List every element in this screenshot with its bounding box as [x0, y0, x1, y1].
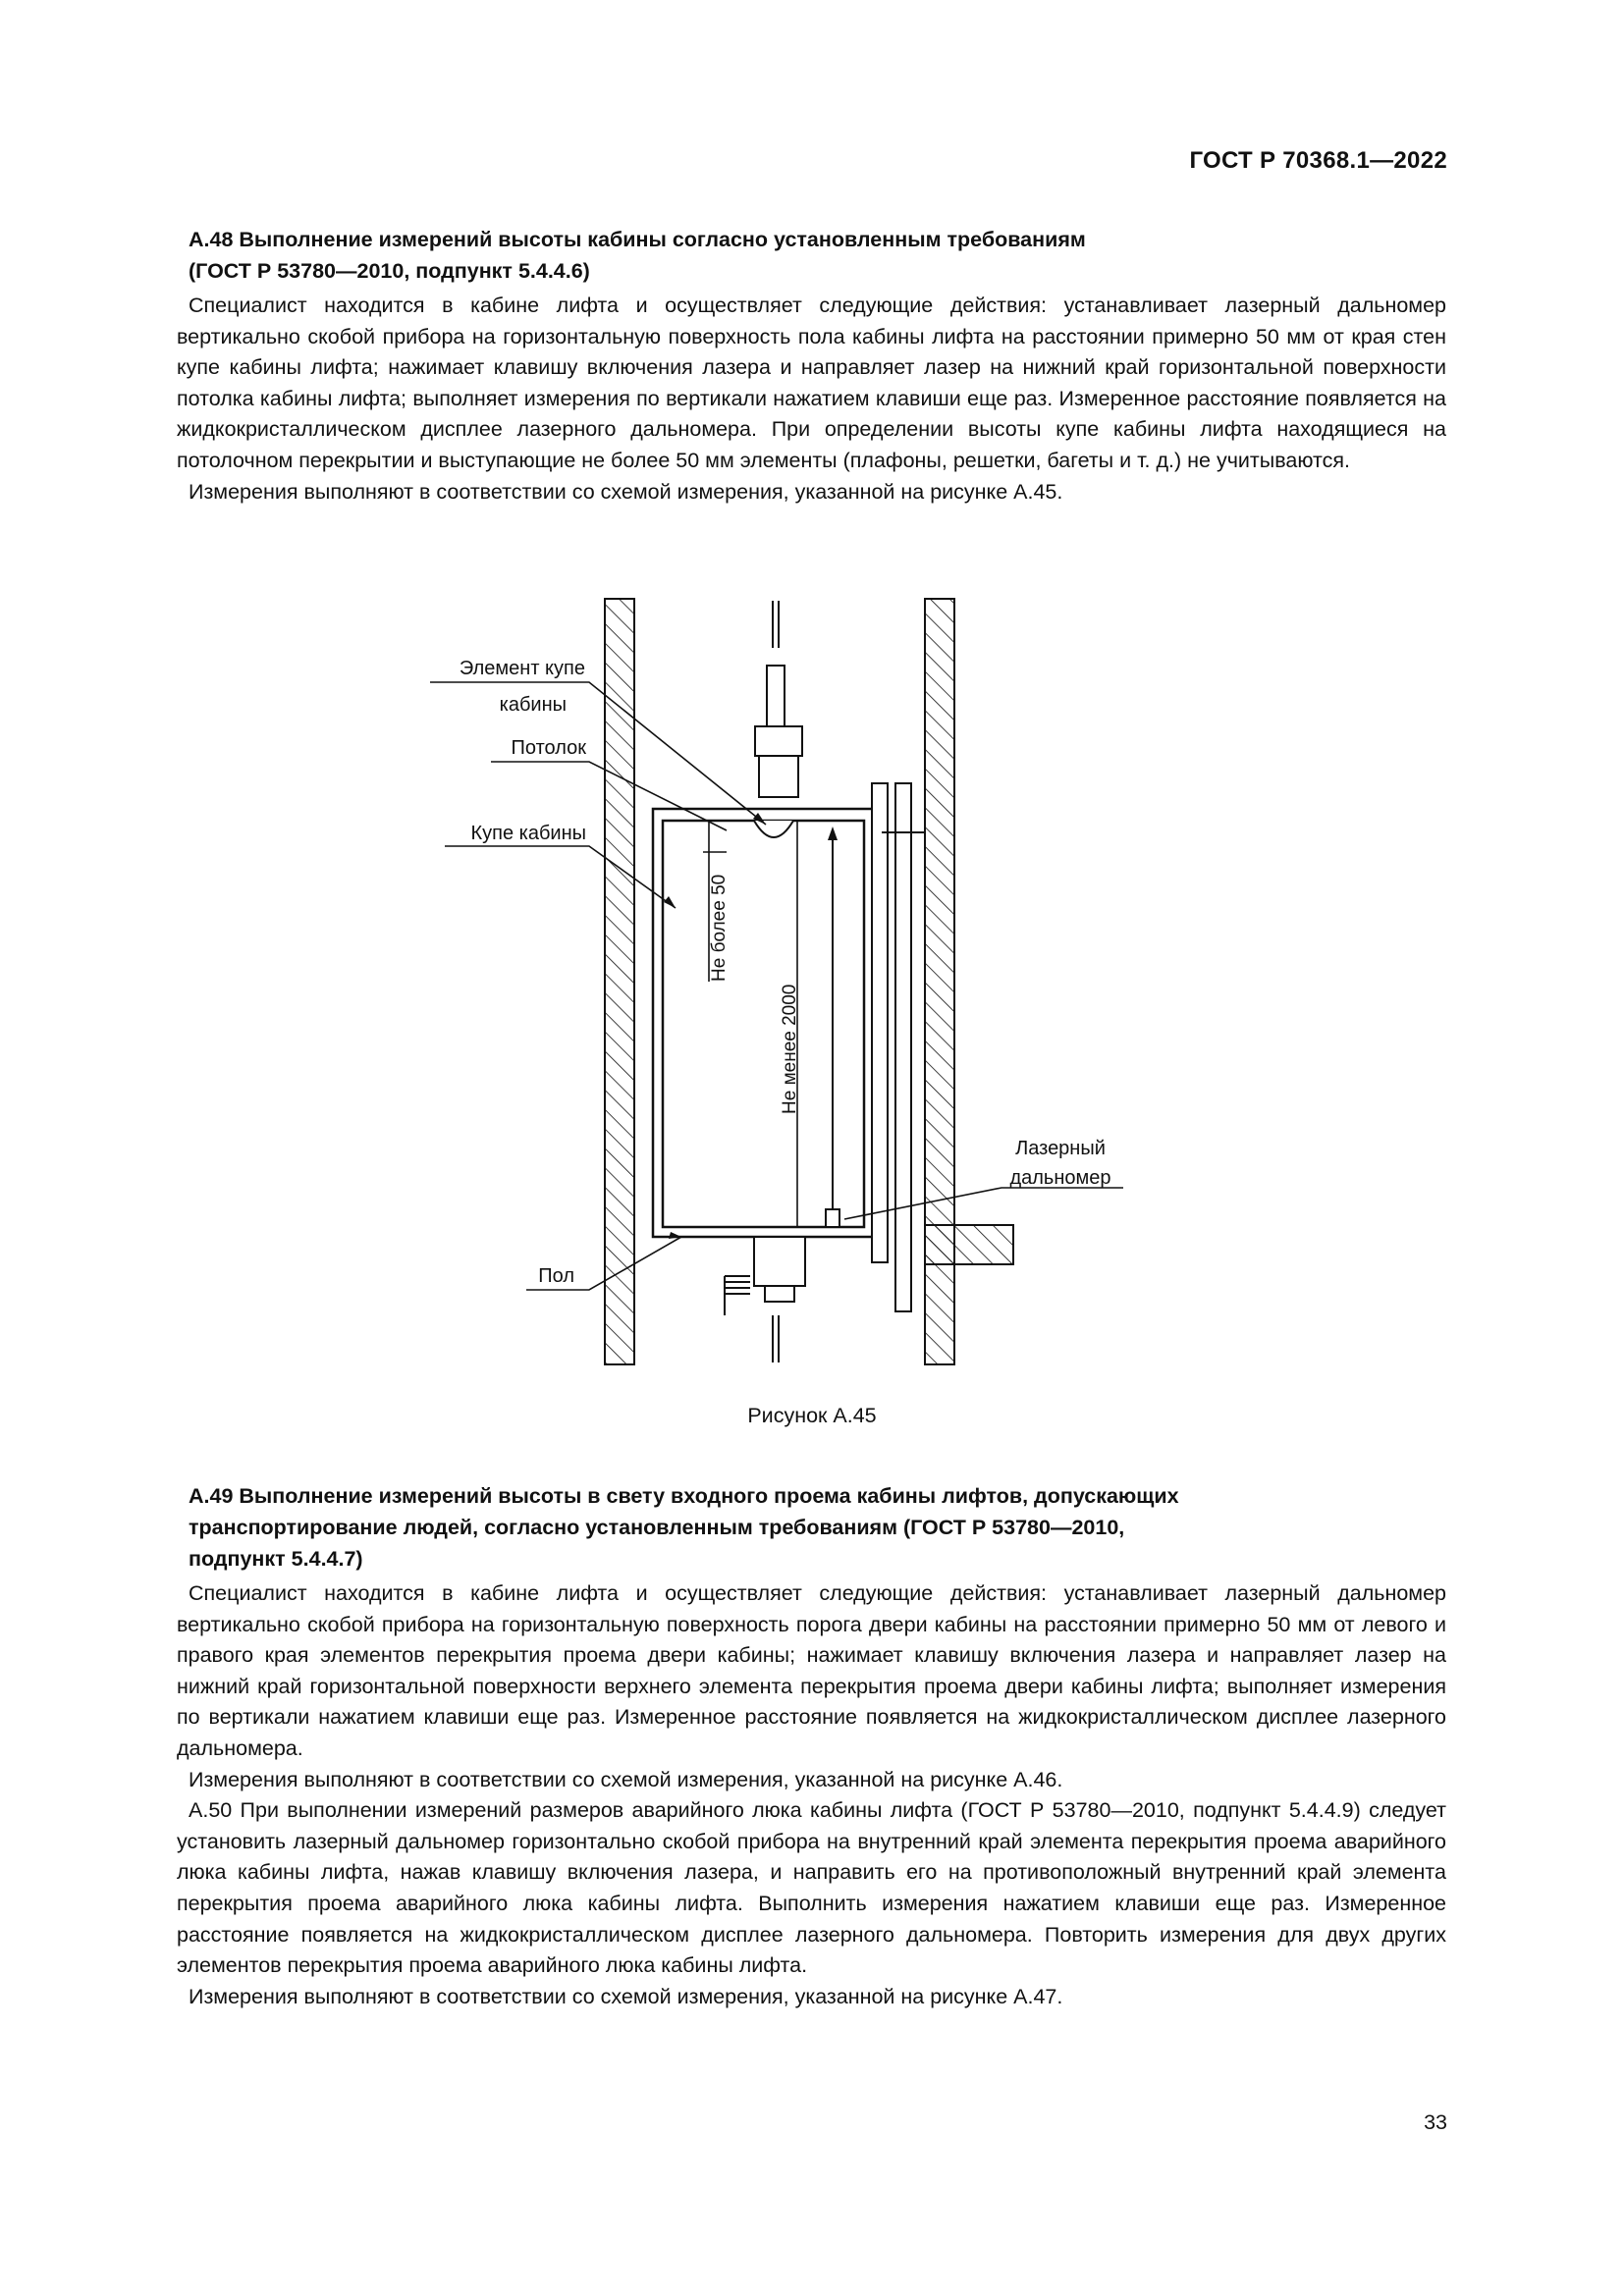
label-car-element: Элемент купе	[459, 658, 585, 679]
car-door	[872, 783, 911, 1311]
landing-floor	[925, 1225, 1013, 1264]
document-standard-header: ГОСТ Р 70368.1—2022	[1189, 147, 1447, 174]
dimension-label-min: Не менее 2000	[780, 984, 800, 1114]
laser-rangefinder	[826, 1209, 839, 1227]
section-a48-paragraph: Измерения выполняют в соответствии со схемой измерения, указанной на рисунке А.45.	[189, 479, 1063, 504]
section-a48-paragraph: Специалист находится в кабине лифта и осуществляет следующие действия: устанавливает лазерный дальномер вертикально скобой прибора на горизонтальную поверхность пола кабины лифта на расстоянии примерно 50 мм от края стен купе кабины лифта; нажимает клавишу включения лазера и направляет лазер на нижний край горизонтальной поверхности потолка кабины лифта; выполняет измерения по вертикали нажатием клавиши еще раз. Измеренное расстояние появляется на жидкокристаллическом дисплее лазерного дальномера. При определении высоты купе кабины лифта находящиеся на потолочном перекрытии и выступающие не более 50 мм элементы (плафоны, решетки, багеты и т. д.) не учитываются.	[177, 294, 1446, 472]
compensation-cables	[725, 1276, 750, 1315]
car-body	[653, 809, 874, 1237]
under-car-block	[754, 1237, 805, 1286]
label-laser-line2: дальномер	[1009, 1167, 1111, 1189]
section-a49-paragraph: Специалист находится в кабине лифта и осуществляет следующие действия: устанавливает лазерный дальномер вертикально скобой прибора на горизонтальную поверхность порога двери кабины на расстоянии примерно 50 мм от левого и правого края элементов перекрытия проема двери кабины; нажимает клавишу включения лазера и направляет лазер на нижний край горизонтальной поверхности верхнего элемента перекрытия проема двери кабины лифта; выполняет измерения по вертикали нажатием клавиши еще раз. Измеренное расстояние появляется на жидкокристаллическом дисплее лазерного дальномера.	[177, 1581, 1446, 1760]
dimension-label-max: Не более 50	[709, 874, 730, 982]
cable-bottom	[773, 1315, 779, 1362]
rope-rod	[767, 666, 785, 726]
ceiling-element	[754, 821, 793, 837]
label-car: Купе кабины	[470, 823, 586, 844]
label-laser: Лазерный	[1015, 1138, 1106, 1159]
cable-top	[773, 601, 779, 648]
label-car-element-line2: кабины	[499, 694, 567, 716]
heading-line: А.49 Выполнение измерений высоты в свету входного проема кабины лифтов, допускающих	[189, 1484, 1179, 1508]
section-a49-heading	[177, 1480, 1446, 1575]
shaft-wall-left	[605, 599, 634, 1364]
section-a49-paragraph: Измерения выполняют в соответствии со схемой измерения, указанной на рисунке А.46.	[189, 1767, 1063, 1791]
section-a50-paragraph: Измерения выполняют в соответствии со схемой измерения, указанной на рисунке А.47.	[189, 1984, 1063, 2008]
under-car-buffer	[765, 1286, 794, 1302]
suspension-block-lower	[759, 756, 798, 797]
heading-line: транспортирование людей, согласно установленным требованиям (ГОСТ Р 53780—2010,	[189, 1516, 1125, 1539]
page-number: 33	[1424, 2110, 1447, 2134]
heading-line: (ГОСТ Р 53780—2010, подпункт 5.4.4.6)	[189, 259, 590, 283]
heading-line: подпункт 5.4.4.7)	[189, 1547, 363, 1571]
label-floor: Пол	[538, 1265, 574, 1287]
section-a49	[177, 1480, 1446, 2012]
laser-arrowhead	[828, 827, 838, 840]
label-ceiling: Потолок	[511, 737, 586, 759]
heading-line: А.48 Выполнение измерений высоты кабины согласно установленным требованиям	[189, 228, 1086, 251]
section-a50-paragraph: А.50 При выполнении измерений размеров аварийного люка кабины лифта (ГОСТ Р 53780—2010, подпункт 5.4.4.9) следует установить лазерный дальномер горизонтально скобой прибора на внутренний край элемента перекрытия проема аварийного люка кабины лифта, нажав клавишу включения лазера, и направить его на противоположный внутренний край элемента перекрытия проема аварийного люка кабины лифта. Выполнить измерения нажатием клавиши еще раз. Измеренное расстояние появляется на жидкокристаллическом дисплее лазерного дальномера. Повторить измерения для двух других элементов перекрытия проема аварийного люка кабины лифта.	[177, 1798, 1446, 1978]
suspension-block	[755, 726, 802, 756]
figure-caption: Рисунок А.45	[747, 1404, 877, 1427]
